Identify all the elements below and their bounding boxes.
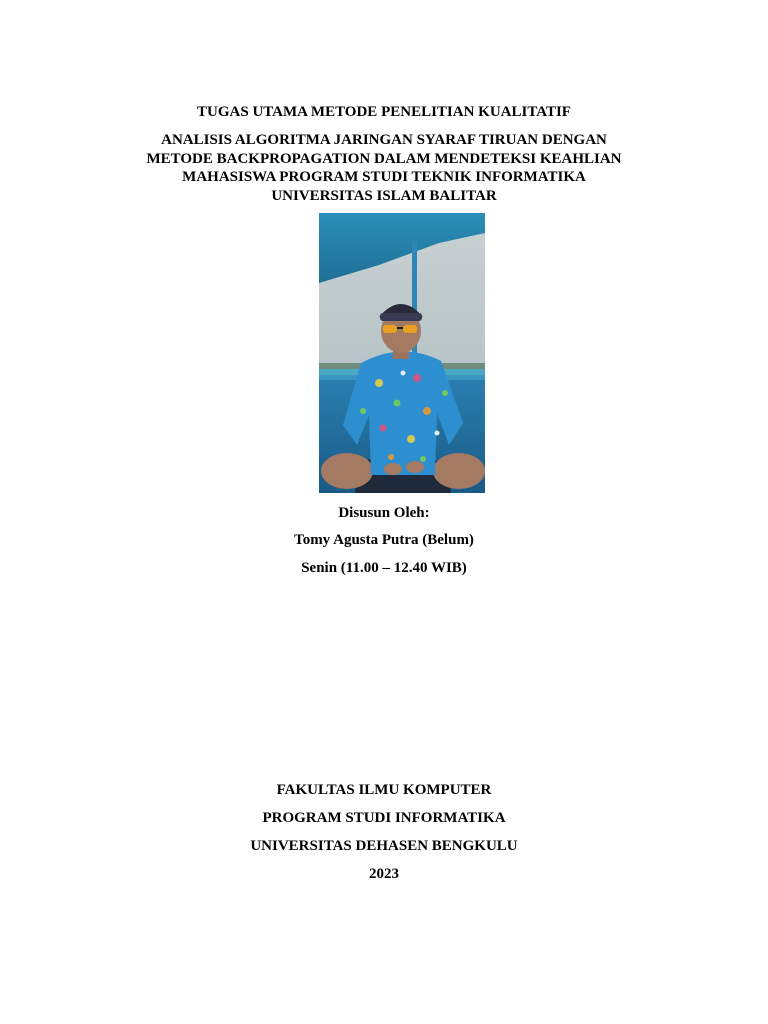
year: 2023 bbox=[369, 866, 399, 882]
university-name: UNIVERSITAS DEHASEN BENGKULU bbox=[250, 838, 518, 854]
thesis-title-line: MAHASISWA PROGRAM STUDI TEKNIK INFORMATIKA bbox=[182, 169, 586, 185]
author-photo bbox=[319, 213, 485, 493]
study-program: PROGRAM STUDI INFORMATIKA bbox=[262, 810, 506, 826]
author-label: Disusun Oleh: bbox=[338, 505, 430, 521]
thesis-title bbox=[0, 131, 768, 205]
thesis-title-line: UNIVERSITAS ISLAM BALITAR bbox=[271, 187, 497, 204]
assignment-heading: TUGAS UTAMA METODE PENELITIAN KUALITATIF bbox=[197, 104, 571, 120]
class-schedule: Senin (11.00 – 12.40 WIB) bbox=[301, 560, 467, 576]
thesis-title-line: METODE BACKPROPAGATION DALAM MENDETEKSI KEAHLIAN bbox=[146, 150, 622, 167]
thesis-title-line: ANALISIS ALGORITMA JARINGAN SYARAF TIRUAN DENGAN bbox=[161, 132, 607, 148]
faculty-name: FAKULTAS ILMU KOMPUTER bbox=[276, 782, 492, 798]
author-name: Tomy Agusta Putra (Belum) bbox=[294, 532, 474, 548]
